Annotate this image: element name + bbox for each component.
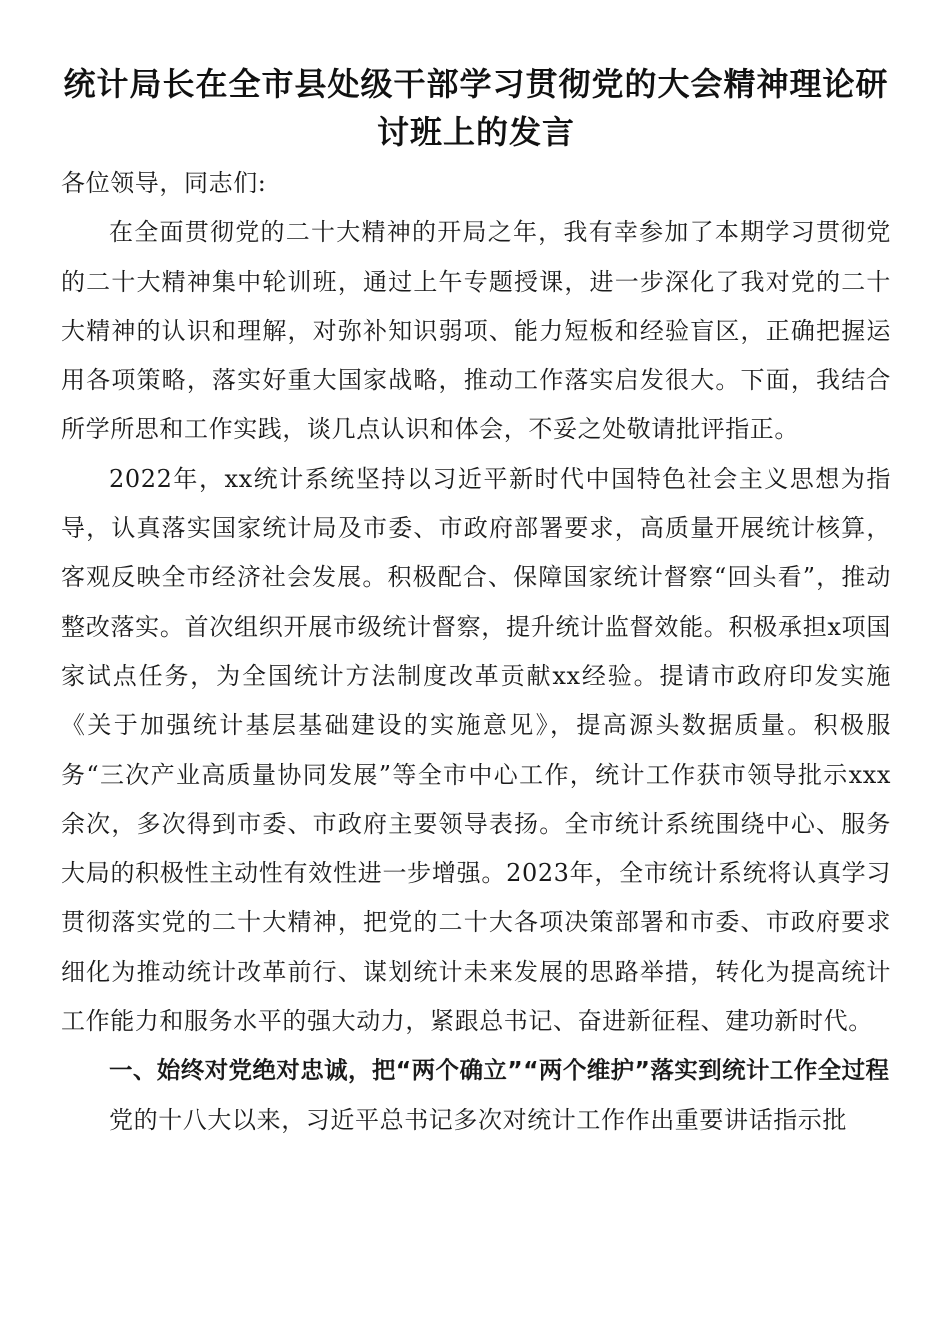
- document-page: [61, 60, 891, 1145]
- paragraph-intro: 在全面贯彻党的二十大精神的开局之年，我有幸参加了本期学习贯彻党的二十大精神集中轮训班，通过上午专题授课，进一步深化了我对党的二十大精神的认识和理解，对弥补知识弱项、能力短板和经验盲区，正确把握运用各项策略，落实好重大国家战略，推动工作落实启发很大。下面，我结合所学所思和工作实践，谈几点认识和体会，不妥之处敬请批评指正。: [61, 218, 891, 444]
- paragraph-section-start: 党的十八大以来，习近平总书记多次对统计工作作出重要讲话指示批: [109, 1105, 847, 1134]
- section-heading: 一、始终对党绝对忠诚，把“两个确立”“两个维护”落实到统计工作全过程: [109, 1056, 890, 1085]
- paragraph-achievements: 2022年，xx统计系统坚持以习近平新时代中国特色社会主义思想为指导，认真落实国家统计局及市委、市政府部署要求，高质量开展统计核算，客观反映全市经济社会发展。积极配合、保障国家统计督察“回头看”，推动整改落实。首次组织开展市级统计督察，提升统计监督效能。积极承担x项国家试点任务，为全国统计方法制度改革贡献xx经验。提请市政府印发实施《关于加强统计基层基础建设的实施意见》，提高源头数据质量。积极服务“三次产业高质量协同发展”等全市中心工作，统计工作获市领导批示xxx余次，多次得到市委、市政府主要领导表扬。全市统计系统围绕中心、服务大局的积极性主动性有效性进一步增强。2023年，全市统计系统将认真学习贯彻落实党的二十大精神，把党的二十大各项决策部署和市委、市政府要求细化为推动统计改革前行、谋划统计未来发展的思路举措，转化为提高统计工作能力和服务水平的强大动力，紧跟总书记、奋进新征程、建功新时代。: [61, 464, 891, 1036]
- salutation: 各位领导，同志们:: [61, 169, 267, 197]
- document-title: 统计局长在全市县处级干部学习贯彻党的大会精神理论研讨班上的发言: [63, 65, 889, 151]
